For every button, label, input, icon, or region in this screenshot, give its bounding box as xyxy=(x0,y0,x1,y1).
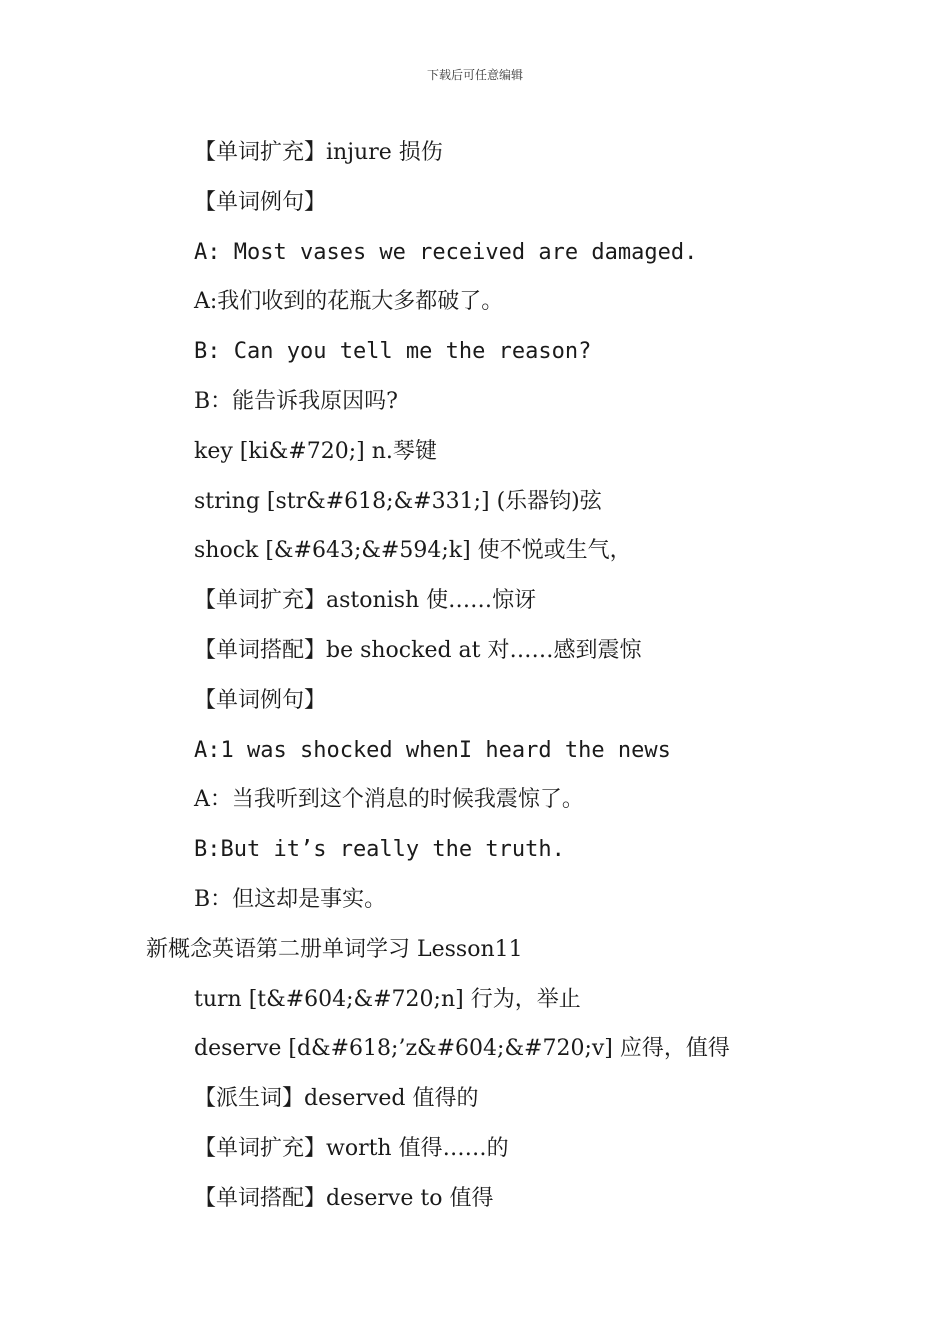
text-line: string [str&#618;&#331;] (乐器钧)弦 xyxy=(194,488,602,514)
text-line: 【单词扩充】injure 损伤 xyxy=(194,140,443,165)
text-line: B：但这却是事实。 xyxy=(194,886,387,912)
text-line: deserve [d&#618;’z&#604;&#720;v] 应得，值得 xyxy=(194,1036,730,1062)
text-line: 【单词搭配】deserve to 值得 xyxy=(194,1185,494,1211)
vocabulary-text-body xyxy=(0,128,950,1224)
text-line: 【单词扩充】astonish 使……惊讶 xyxy=(194,588,537,614)
text-line: shock [&#643;&#594;k] 使不悦或生气， xyxy=(194,538,632,564)
text-line: key [ki&#720;] n.琴键 xyxy=(194,438,437,464)
text-line: A：当我听到这个消息的时候我震惊了。 xyxy=(194,787,584,813)
text-line: A:1 was shocked whenI heard the news xyxy=(194,737,671,763)
text-line: 【单词例句】 xyxy=(194,687,327,713)
text-line: A:我们收到的花瓶大多都破了。 xyxy=(194,289,504,315)
text-line: A: Most vases we received are damaged. xyxy=(194,239,698,265)
text-line: B：能告诉我原因吗? xyxy=(194,388,398,414)
text-line: 【单词例句】 xyxy=(194,189,327,215)
text-line: 【单词扩充】worth 值得……的 xyxy=(194,1135,509,1161)
section-heading: 新概念英语第二册单词学习 Lesson11 xyxy=(146,936,523,962)
text-line: B: Can you tell me the reason? xyxy=(194,339,592,365)
page-header: 下载后可任意编辑 xyxy=(426,68,523,82)
text-line: 【派生词】deserved 值得的 xyxy=(194,1086,479,1112)
text-line: B:But it’s really the truth. xyxy=(194,837,565,863)
text-line: 【单词搭配】be shocked at 对……感到震惊 xyxy=(194,637,642,663)
text-line: turn [t&#604;&#720;n] 行为，举止 xyxy=(194,986,581,1012)
